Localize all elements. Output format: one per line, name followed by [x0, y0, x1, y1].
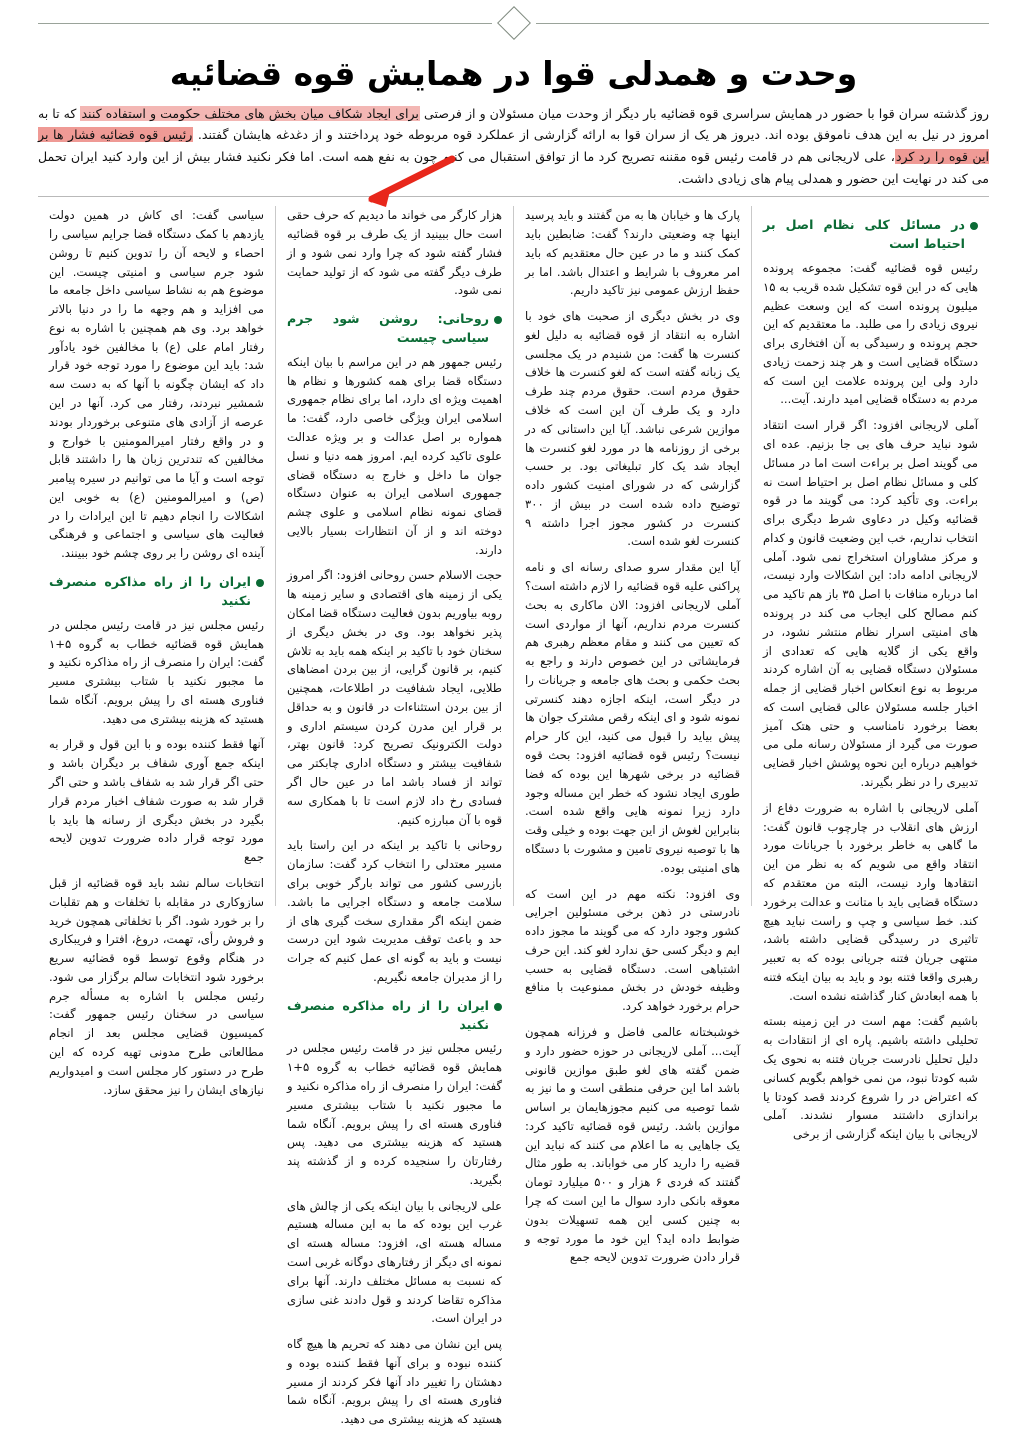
paragraph: رئیس مجلس نیز در قامت رئیس مجلس در همایش قوه قضائیه خطاب به گروه ۵+۱ گفت: ایران را منصرف از راه مذاکره نکنید و ما مجبور نکنید با شتاب بیشتری مسیر فناوری هسته ای را پیش برویم. آنگاه شما هستید که هزینه بیشتری می دهید. — [49, 617, 264, 726]
bullet-dot-icon — [256, 579, 264, 587]
lead-text-part-1: روز گذشته سران قوا با حضور در همایش سراسری قوه قضائیه بار دیگر از وحدت میان مسئولان و از فرصتی برای ایجاد شکاف میان بخش های مختلف حکومت و استفاده کنند که تا به امروز در نیل به این هدف ناموفق بوده اند. دیروز هر یک از سران قوا به ارائه گزارشی از عملکرد قوه مربوطه خود پرداختند و از دغدغه هایشان گفتند. رئیس قوه قضائیه فشار ها بر این قوه را رد کرد، علی لاریجانی هم در قامت رئیس قوه مقننه تصریح کرد ما از توافق استقبال می کنیم چون به نفع همه است. اما فکر نکنید فشار بیش از این وارد کنید ایران تحمل می کند در نهایت این حضور و همدلی پیام های زیادی داشت. — [38, 105, 989, 186]
highlight-span-emphasis: رئیس قوه قضائیه فشار ها بر این قوه را رد کرد — [38, 127, 989, 164]
paragraph: رئیس مجلس نیز در قامت رئیس مجلس در همایش قوه قضائیه خطاب به گروه ۵+۱ گفت: ایران را منصرف از راه مذاکره نکنید و ما مجبور نکنید با شتاب بیشتری مسیر فناوری هسته ای را پیش برویم. آنگاه شما هستید که هزینه بیشتری می دهید. پس رفتارتان را سنجیده کرده و از گذشته پند بگیرید. — [287, 1041, 502, 1187]
paragraph: حجت الاسلام حسن روحانی افزود: اگر امروز یکی از زمینه های اقتصادی و سایر زمینه ها روبه بیاوریم بدون فعالیت دستگاه قضا امکان پذیر نخواهد بود. وی در بخش دیگری از سخنان خود با تاکید بر اینکه همه باید به تلاش کنیم، بر قانون گرایی، از بین بردن امضاهای طلایی، ایجاد شفافیت در اطلاعات، همچنین از بین بردن استثناءات در قانون و به حداقل بر قرار این مدرن کردن سیستم اداری و دولت الکترونیک تصریح کرد: قانون بهتر، شفافیت بیشتر و دستگاه اداری چابکتر می تواند از فساد باشد اما در عین حال اگر فسادی رخ داد لازم است تا با همکاری سه قوه با آن مبارزه کنیم. — [287, 568, 502, 827]
paragraph: وی افزود: نکته مهم در این است که نادرستی در ذهن برخی مسئولین اجرایی کشور وجود دارد که می گویند ما مجوز داده ایم و دیگر کسی حق ندارد لغو کند. این حرف اشتباهی است. دستگاه قضایی به حسب وظیفه خودش در بخش ممنوعیت با منافع حرام برخورد خواهد کرد. — [525, 886, 740, 1014]
paragraph: وی در بخش دیگری از صحبت های خود با اشاره به انتقاد از قوه قضائیه به دلیل لغو کنسرت ها گفت: من شنیدم در یک مجلسی یک زبانه گفته است که لغو کنسرت ها خلاف حقوق مردم است. حقوق مردم چند طرف دارد و یک طرف آن این است که خلاف موازین شرعی نباشد. آیا این داستانی که در برخی از روزنامه ها در مورد لغو کنسرت ها ایجاد شد یک کار تبلیغاتی بود. بر حسب گزارشی که در شورای امنیت کشور داده توضیح داده شده است در بیش از ۳۰۰ کنسرت در کشور مجوز اجرا داشته ۹ کنسرت لغو شده است. — [525, 309, 740, 549]
subheading — [287, 997, 502, 1035]
article-columns — [38, 206, 989, 1427]
paragraph: آملی لاریجانی افزود: اگر قرار است انتقاد شود نباید حرف های بی جا بزنیم. عده ای می گویند اصل بر براءت است اما در مسائل کلی و مسائل نظام اصل بر احتیاط است نه براءت. وی تأکید کرد: می گویند ما در قوه قضائیه وکیل در دعاوی شرط دیگری برای انتخاب نداریم، خب این وضعیت قانون و کدام و مرکز مشاوران استخراج نمی شود. آملی لاریجانی ادامه داد: این اشکالات وارد نیست، اما درباره منافات با اصل ۳۵ باز هم تاکید می کنم مصالح کلی ایجاب می کند در پرونده های امنیتی اسرار نظام منتشر نشود، در واقع یکی از گلایه هایی که تعدادی از مسئولان دستگاه قضایی به آن اشاره کردند مربوط به نوع انعکاس اخبار قضایی از جمله اخبار جلسه مسئولان عالی قضایی است که بعضا برخورد نامناسب و حتی هتک آمیز صورت می گیرد از مسئولان رسانه ملی می خواهیم درباره این نحوه پوشش اخبار قضایی تدبیری را در نظر بگیرند. — [763, 418, 978, 790]
lead-text — [38, 103, 989, 190]
column-4 — [38, 206, 276, 1097]
paragraph: رئیس جمهور هم در این مراسم با بیان اینکه دستگاه قضا برای همه کشورها و نظام ها اهمیت ویژه ای دارد، اما برای نظام جمهوری اسلامی ایران ویژگی خاصی دارد، گفت: ما همواره بر اصل عدالت و بر ویژه عدالت علوی تاکید کرده ایم. امروز همه دنیا و نسل جوان ما داخل و خارج به دستگاه قضای جمهوری اسلامی ایران به عنوان دستگاه قضای نمونه نظام اسلامی و علوی چشم دوخته اند و از آن انتظارات بسیار بالایی دارند. — [287, 354, 502, 557]
paragraph: خوشبختانه عالمی فاضل و فرزانه همچون آیت... آملی لاریجانی در حوزه حضور دارد و ضمن گفته های لغو طبق موازین قانونی باشد اما این حرفی منطقی است و ما نیز به شما توصیه می کنیم مجوزهایمان بر اساس موازین باشد. رئیس قوه قضائیه تاکید کرد: یک جاهایی به ما اعلام می کنند که نباید این قضیه را دارید کار می خواباند. به طور مثال گفتند که فردی ۶ هزار و ۵۰۰ میلیارد تومان معوقه بانکی دارد سوال ما این است که چرا به چنین کسی این همه تسهیلات بدون ضوابط داده اید؟ این خود ما مورد توجه و قرار دادن ضرورت تدوین لایحه جمع — [525, 1024, 740, 1265]
subheading-label: روحانی: روشن شود جرم سیاسی چیست — [287, 311, 489, 345]
subheading — [763, 216, 978, 254]
subheading — [287, 310, 502, 348]
subheading-label: در مسائل کلی نظام اصل بر احتیاط است — [763, 217, 965, 252]
divider-top — [38, 196, 989, 197]
bullet-dot-icon — [970, 222, 978, 230]
lead-paragraph — [38, 103, 989, 190]
subheading-label: ایران را از راه مذاکره منصرف نکنید — [49, 574, 251, 608]
paragraph: سیاسی گفت: ای کاش در همین دولت یازدهم با کمک دستگاه قضا جرایم سیاسی را احصاء و لایحه آن را تدوین کنیم تا روشن شود جرم سیاسی و امنیتی چیست. این موضوع هم به نشاط سیاسی داخل جامعه ما می افزاید و هم وجهه ما را در دنیا بالاتر خواهد برد. وی هم همچنین با اشاره به نوع رفتار امام علی (ع) با مخالفین خود یادآور شد: باید این موضوع را مورد توجه خود قرار داد که ایشان چگونه با آنها که به دست سه شمشیر نبردند، رفتار می کرد. آنها در این عرصه از آزادی های متنوعی برخوردار بودند و در واقع رفتار امیرالمومنین با خوارج و مخالفین که تندترین زبان ها را داشتند قابل توجه است و آیا ما می توانیم در سیره پیامبر (ص) و امیرالمومنین (ع) به خوبی این اشکالات را انجام دهیم تا این ایرادات را در فعالیت های سیاسی و اجتماعی و فرهنگی آینده ای روشن را بر روی چشم خود ببینند. — [49, 208, 264, 561]
paragraph: باشیم گفت: مهم است در این زمینه بسته تحلیلی داشته باشیم. پاره ای از انتقادات به دلیل تحلیل نادرست جریان فتنه به نحوی یک شبه کودتا نبود، من نمی خواهم بگویم کسانی که اعتراض در را شروع کردند قصد کودتا یا براندازی داشتند مسوار نشدند. آملی لاریجانی با بیان اینکه گزارشی از برخی — [763, 1014, 978, 1142]
subheading-label: ایران را از راه مذاکره منصرف نکنید — [287, 997, 489, 1032]
bullet-dot-icon — [494, 1003, 502, 1011]
paragraph: آیا این مقدار سرو صدای رسانه ای و نامه پراکنی علیه قوه قضائیه را لازم داشته است؟ آملی لاریجانی افزود: الان ماکاری به بحث کنسرت مردم نداریم، آنها از مواردی است که تعیین می کنند و مقام معظم رهبری هم فرمایشاتی در این خصوص دارند و راجع به بحث حکمی و بحث های جامعه و جریانات را در دیگر است، اینکه اجازه دهند کنسرتی نمونه شود و ای اینکه رقص مشترک جوان ها پیش بیاید را قبول می کنید، این کار حرام نیست؟ رئیس قوه قضائیه افزود: بحث قوه قضائیه در برخی شهرها این بوده که فضا طوری ایجاد نشود که خطر این مساله وجود دارد زیرا نمونه هایی واقع شده است. بنابراین لغوش از این جهت بوده و خیلی وقت ها با توصیه نیروی تامین و مشورت با دستگاه های امنیتی بوده. — [525, 560, 740, 875]
paragraph: پس این نشان می دهند که تحریم ها هیچ گاه کننده نبوده و برای آنها فقط کننده بوده و دهشتان را تغییر داد آنها فکر کردند از مسیر فناوری هسته ای را پیش برویم. آنگاه شما هستید که هزینه بیشتری می دهید. — [287, 1337, 502, 1427]
page-title: وحدت و همدلی قوا در همایش قوه قضائیه — [169, 54, 858, 93]
paragraph: علی لاریجانی با بیان اینکه یکی از چالش های غرب این بوده که ما به این مساله هستیم مساله هسته ای، افزود: مساله هسته ای نمونه ای دیگر از رفتارهای دوگانه غربی است که نسبت به مسائل مختلف دارند. آنها برای مذاکره تقاضا کردند و قول دادند غنی سازی در ایران است. — [287, 1198, 502, 1326]
column-1 — [752, 206, 989, 1142]
column-3 — [276, 206, 514, 1427]
paragraph: آملی لاریجانی با اشاره به ضرورت دفاع از ارزش های انقلاب در چارچوب قانون گفت: ما گاهی به خاطر برخورد با جریانات مورد انتقاد واقع می شویم که به نظر من این انتقادها وارد نیست، البته من معتقدم که دستگاه قضایی باید با متانت و عدالت برخورد کند. خط سیاسی و چپ و راست نباید هیچ تاثیری در رسیدگی قضایی داشته باشد، منتهی جریان فتنه جریانی بوده که به تعبیر رهبری واقعا فتنه بود و باید به بیان اینکه فتنه با همه ابعادش کنار گذاشته نشده است. — [763, 800, 978, 1003]
paragraph: پارک ها و خیابان ها به من گفتند و باید پرسید اینها چه وضعیتی دارند؟ گفت: ضابطین باید کمک کنند و ما در عین حال معتقدیم که باید امر معروف با شرایط و اعتدال باشد. اما بر حفظ ارزش عمومی نیز تاکید داریم. — [525, 208, 740, 298]
subheading — [49, 573, 264, 611]
ornament-line-right — [536, 23, 990, 24]
highlight-span: برای ایجاد شکاف میان بخش های مختلف حکومت و استفاده کنند — [81, 105, 419, 121]
paragraph: روحانی با تاکید بر اینکه در این راستا باید مسیر معتدلی را انتخاب کرد گفت: سازمان بازرسی کشور می تواند بارگر خوبی برای سلامت جامعه و دستگاه اجرایی ما باشد. ضمن اینکه اگر مقداری سخت گیری های از حد و باعث توقف مدیریت شود این درست نیست و باید به گونه ای عمل کنیم که جرات را از مدیران جامعه نگیریم. — [287, 838, 502, 984]
paragraph: هزار کارگر می خواند ما دیدیم که حرف حقی است حال ببینید از یک طرف بر قوه قضائیه فشار گفته شود که چرا وارد نمی شود و از طرف دیگر گفته می شود که از تولید حمایت نمی شود. — [287, 208, 502, 298]
column-2 — [514, 206, 752, 1265]
ornament-line-left — [38, 23, 492, 24]
paragraph: انتخابات سالم نشد باید قوه قضائیه از قبل سازوکاری در مقابله با تخلفات و هم تقلبات را بر خورد شود. اگر با تخلفاتی همچون خرید و فروش رأی، تهمت، دروغ، افترا و فریبکاری در هنگام وقوع توسط قوه قضائیه سریع برخورد شود انتخابات سالم برگزار می شود. رئیس مجلس با اشاره به مسأله جرم سیاسی در سخنان رئیس جمهور گفت: کمیسیون قضایی مجلس بعد از انجام مطالعاتی طرح مدونی تهیه کرده که این طرح در دستور کار مجلس است و امیدواریم نیازهای ایشان را نیز محقق سازد. — [49, 875, 264, 1097]
paragraph: آنها فقط کننده بوده و با این قول و قرار به اینکه جمع آوری شفاف بر دیگران باشد و حتی اگر قرار شد به شفاف باشد و حتی اگر قرار شد به صورت شفاف اخبار مردم قرار بگیرد در بخش دیگری از رسانه ها باید با مورد توجه قرار داده ضرورت تدوین لایحه جمع — [49, 737, 264, 865]
top-ornament — [38, 0, 989, 40]
ornament-diamond — [497, 6, 531, 40]
arrow-head-icon — [368, 191, 390, 207]
bullet-dot-icon — [494, 316, 502, 324]
paragraph: رئیس قوه قضائیه گفت: مجموعه پرونده هایی که در این قوه تشکیل شده قریب به ۱۵ میلیون پرونده است که این وسعت عظیم نیروی زیادی را می طلبد. ما معتقدیم که این حجم پرونده و رسیدگی به آن افتخاری برای دستگاه قضایی است و هر چند زحمت زیادی دارد ولی این پرونده علامت این است که مردم به دستگاه قضایی امید دارند. آیت... — [763, 260, 978, 407]
